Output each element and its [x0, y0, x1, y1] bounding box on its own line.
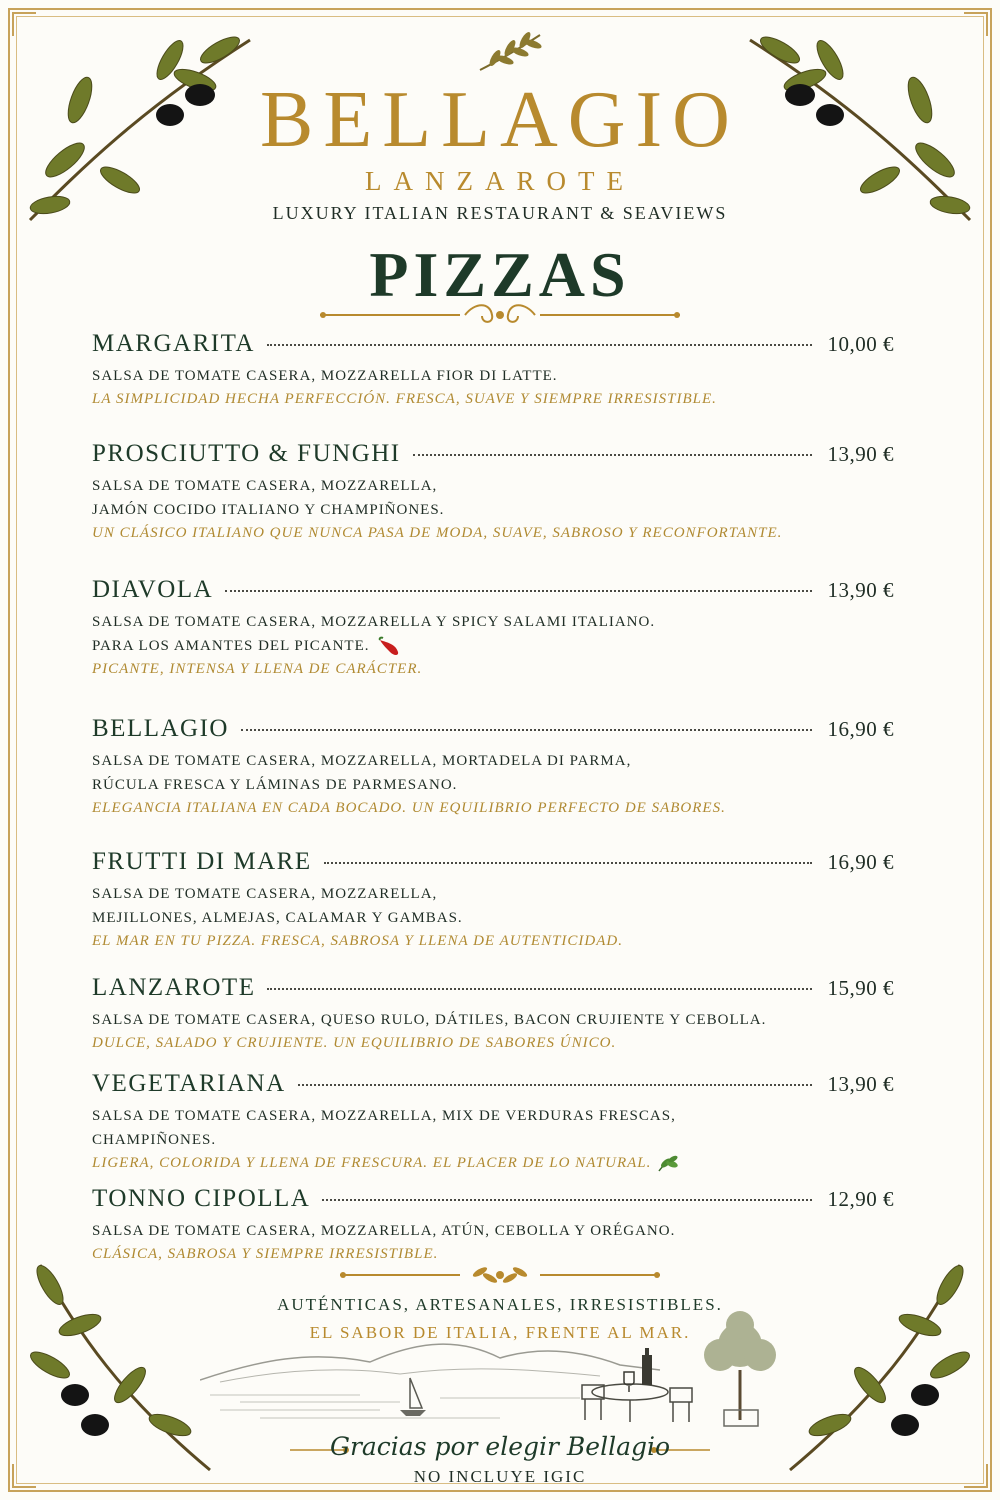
- restaurant-name: BELLAGIO: [260, 76, 740, 164]
- description-line: SALSA DE TOMATE CASERA, MOZZARELLA, MORTADELA DI PARMA,: [92, 753, 632, 769]
- description-line: SALSA DE TOMATE CASERA, MOZZARELLA,: [92, 478, 438, 494]
- item-tasting-note: ELEGANCIA ITALIANA EN CADA BOCADO. UN EQUILIBRIO PERFECTO DE SABORES.: [92, 800, 726, 816]
- menu-item: [92, 1070, 894, 1174]
- scroll-divider-icon: [320, 302, 680, 328]
- item-price: 13,90 €: [827, 578, 894, 602]
- item-price: 10,00 €: [827, 332, 894, 356]
- dotted-leader: [413, 454, 812, 456]
- item-name: BELLAGIO: [92, 715, 229, 742]
- item-price: 15,90 €: [827, 976, 894, 1000]
- dotted-leader: [267, 988, 811, 990]
- menu-item: [92, 576, 894, 680]
- dotted-leader: [322, 1199, 811, 1201]
- section-title: PIZZAS: [369, 239, 631, 310]
- description-line: PARA LOS AMANTES DEL PICANTE.: [92, 638, 370, 654]
- item-description: [92, 474, 894, 522]
- dotted-leader: [267, 344, 812, 346]
- item-description: [92, 364, 894, 388]
- restaurant-tagline: LUXURY ITALIAN RESTAURANT & SEAVIEWS: [272, 203, 728, 223]
- item-name: PROSCIUTTO & FUNGHI: [92, 440, 401, 467]
- item-name: VEGETARIANA: [92, 1070, 286, 1097]
- item-description: [92, 749, 894, 797]
- dotted-leader: [241, 729, 812, 731]
- item-tasting-note: DULCE, SALADO Y CRUJIENTE. UN EQUILIBRIO DE SABORES ÚNICO.: [92, 1035, 617, 1051]
- item-price: 16,90 €: [827, 717, 894, 741]
- item-tasting-note: PICANTE, INTENSA Y LLENA DE CARÁCTER.: [92, 661, 423, 677]
- footer-slogan: AUTÉNTICAS, ARTESANALES, IRRESISTIBLES.: [277, 1295, 723, 1314]
- footer-subslogan: EL SABOR DE ITALIA, FRENTE AL MAR.: [309, 1323, 691, 1342]
- dotted-leader: [324, 862, 812, 864]
- description-line: SALSA DE TOMATE CASERA, MOZZARELLA, ATÚN, CEBOLLA Y ORÉGANO.: [92, 1223, 676, 1239]
- thank-you-message: Gracias por elegir Bellagio: [329, 1432, 671, 1461]
- item-name: FRUTTI DI MARE: [92, 848, 312, 875]
- item-tasting-note: CLÁSICA, SABROSA Y SIEMPRE IRRESISTIBLE.: [92, 1246, 439, 1262]
- item-description: [92, 610, 894, 658]
- menu-item: [92, 715, 894, 819]
- item-description: [92, 1008, 894, 1032]
- item-name: LANZAROTE: [92, 974, 256, 1001]
- description-line: SALSA DE TOMATE CASERA, MOZZARELLA FIOR DI LATTE.: [92, 368, 558, 384]
- item-description: [92, 882, 894, 930]
- chili-pepper-icon: [376, 636, 402, 658]
- seaside-terrace-illustration: [200, 1310, 800, 1430]
- item-description: [92, 1104, 894, 1152]
- item-tasting-note-with-icon: [92, 1152, 894, 1174]
- dotted-leader: [225, 590, 811, 592]
- tax-disclaimer: NO INCLUYE IGIC: [413, 1467, 587, 1486]
- laurel-sprig-icon: [475, 30, 545, 75]
- menu-item: [92, 974, 894, 1054]
- item-price: 13,90 €: [827, 442, 894, 466]
- description-line: CHAMPIÑONES.: [92, 1132, 217, 1148]
- item-tasting-note: LA SIMPLICIDAD HECHA PERFECCIÓN. FRESCA, SUAVE Y SIEMPRE IRRESISTIBLE.: [92, 391, 717, 407]
- item-price: 16,90 €: [827, 850, 894, 874]
- menu-item: [92, 330, 894, 410]
- description-line: SALSA DE TOMATE CASERA, MOZZARELLA Y SPICY SALAMI ITALIANO.: [92, 614, 656, 630]
- description-line: SALSA DE TOMATE CASERA, QUESO RULO, DÁTILES, BACON CRUJIENTE Y CEBOLLA.: [92, 1012, 767, 1028]
- laurel-divider-icon: [340, 1262, 660, 1288]
- leaf-icon: [657, 1155, 679, 1173]
- description-line: RÚCULA FRESCA Y LÁMINAS DE PARMESANO.: [92, 777, 458, 793]
- item-name: DIAVOLA: [92, 576, 214, 603]
- item-name: TONNO CIPOLLA: [92, 1185, 311, 1212]
- description-line: JAMÓN COCIDO ITALIANO Y CHAMPIÑONES.: [92, 502, 445, 518]
- item-tasting-note: EL MAR EN TU PIZZA. FRESCA, SABROSA Y LLENA DE AUTENTICIDAD.: [92, 933, 623, 949]
- item-price: 12,90 €: [827, 1187, 894, 1211]
- description-line: MEJILLONES, ALMEJAS, CALAMAR Y GAMBAS.: [92, 910, 463, 926]
- item-price: 13,90 €: [827, 1072, 894, 1096]
- description-line-with-icon: [92, 634, 894, 658]
- menu-item: [92, 848, 894, 952]
- menu-item: [92, 440, 894, 544]
- item-name: MARGARITA: [92, 330, 255, 357]
- item-description: [92, 1219, 894, 1243]
- item-tasting-note: LIGERA, COLORIDA Y LLENA DE FRESCURA. EL PLACER DE LO NATURAL.: [92, 1155, 652, 1171]
- item-tasting-note: UN CLÁSICO ITALIANO QUE NUNCA PASA DE MODA, SUAVE, SABROSO Y RECONFORTANTE.: [92, 525, 783, 541]
- description-line: SALSA DE TOMATE CASERA, MOZZARELLA, MIX DE VERDURAS FRESCAS,: [92, 1108, 676, 1124]
- description-line: SALSA DE TOMATE CASERA, MOZZARELLA,: [92, 886, 438, 902]
- restaurant-location: LANZAROTE: [365, 166, 635, 196]
- dotted-leader: [298, 1084, 812, 1086]
- menu-item: [92, 1185, 894, 1265]
